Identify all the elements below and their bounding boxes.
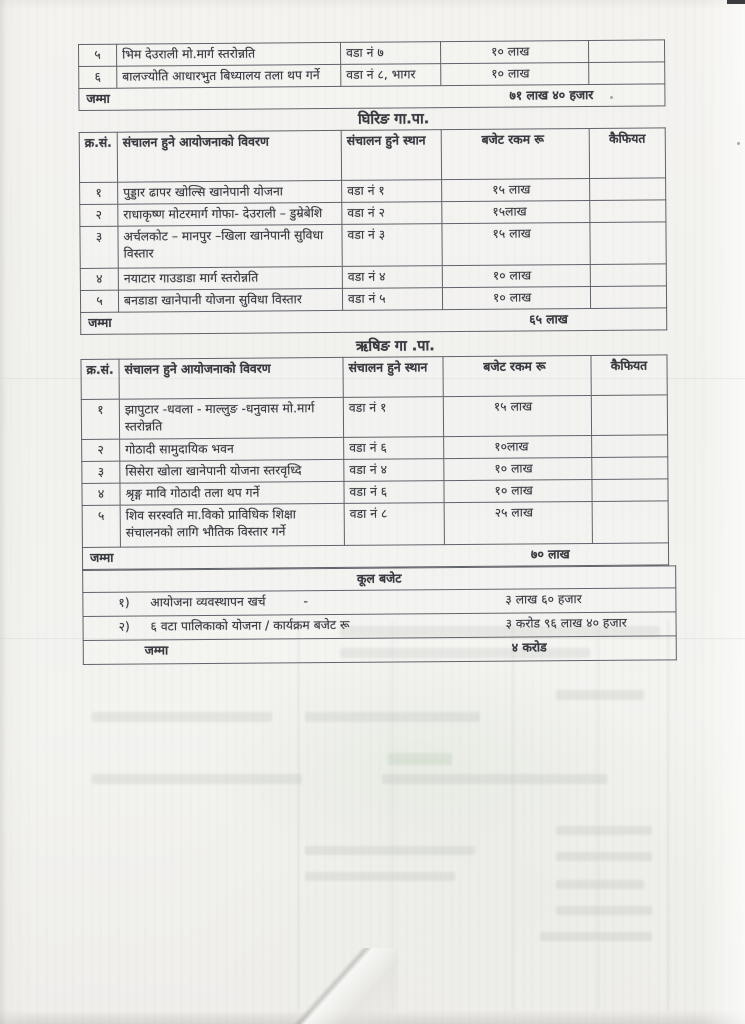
item-label: ६ वटा पालिकाको योजना / कार्यक्रम बजेट रू: [150, 617, 350, 634]
header-location: संचालन हुने स्थान: [343, 357, 443, 398]
item-label: आयोजना व्यवस्थापन खर्च: [150, 594, 266, 610]
serial-cell: ३: [82, 461, 120, 483]
serial-cell: ३: [80, 226, 118, 268]
total-row: [81, 308, 667, 335]
remarks-cell: [592, 501, 668, 544]
location-cell: वडा नं २: [342, 202, 442, 225]
budget-cell: १०लाख: [444, 435, 592, 458]
project-cell: पुड्डार ढापर खोल्सि खानेपानी योजना: [118, 180, 342, 204]
serial-cell: ६: [79, 66, 117, 88]
summary-title: कूल बजेट: [83, 566, 676, 593]
location-cell: वडा नं ३: [342, 224, 442, 267]
remarks-cell: [591, 395, 667, 436]
document-body: [78, 39, 669, 664]
location-cell: वडा नं ४: [344, 459, 444, 482]
remarks-cell: [588, 40, 664, 63]
project-cell: अर्चलकोट – मानपुर –खिला खानेपानी सुविधा विस्तार: [118, 224, 342, 268]
serial-cell: २: [82, 439, 120, 461]
budget-cell: १५ लाख: [443, 395, 591, 436]
serial-cell: ५: [79, 44, 117, 66]
location-cell: वडा नं ६: [344, 437, 444, 460]
total-value: ६५ लाख: [529, 312, 568, 327]
total-label: जम्मा: [89, 550, 114, 565]
item-dash: -: [303, 594, 308, 609]
project-cell: झापुटार -धवला - माल्लुङ -धनुवास मो.मार्ग स्तरोन्नति: [119, 397, 343, 439]
header-budget: बजेट रकम रू: [443, 355, 591, 396]
summary-total-value: ४ करोड: [511, 640, 547, 655]
table-row: [80, 222, 666, 269]
budget-table-continuation: [78, 39, 666, 111]
header-row: [79, 128, 665, 183]
remarks-cell: [590, 264, 666, 287]
project-cell: शिव सरस्वति मा.विको प्राविधिक शिक्षा संचालनको लागि भौतिक विस्तार गर्ने: [120, 503, 344, 547]
project-cell: सिसेरा खोला खानेपानी योजना स्तरवृध्दि: [120, 459, 344, 483]
budget-cell: १५ लाख: [442, 179, 590, 202]
header-project: संचालन हुने आयोजनाको विवरण: [117, 130, 341, 182]
serial-cell: २: [80, 204, 118, 226]
serial-cell: १: [80, 182, 118, 204]
scan-speck: [610, 96, 613, 99]
location-cell: वडा नं १: [343, 397, 443, 438]
location-cell: वडा नं ७: [340, 42, 440, 65]
table-row: [82, 501, 668, 548]
budget-cell: १० लाख: [440, 40, 588, 63]
serial-cell: ४: [80, 268, 118, 290]
location-cell: वडा नं ५: [342, 288, 442, 311]
section-heading-ghiring: घिरिङ गा.पा.: [357, 111, 430, 128]
item-number: २): [118, 619, 130, 634]
serial-cell: ५: [82, 505, 120, 547]
remarks-cell: [590, 222, 666, 265]
total-row: [82, 543, 668, 570]
item-value: ३ करोड ९६ लाख ४० हजार: [505, 615, 627, 631]
budget-cell: १० लाख: [442, 264, 590, 287]
budget-cell: १० लाख: [444, 457, 592, 480]
remarks-cell: [589, 62, 665, 85]
total-value: ७१ लाख ४० हजार: [509, 87, 594, 103]
project-cell: गोठादी सामुदायिक भवन: [120, 437, 344, 461]
project-cell: बालज्योति आधारभुत बिध्यालय तला थप गर्ने: [117, 64, 341, 88]
project-cell: राधाकृष्ण मोटरमार्ग गोफा- देउराली – डुम्रेबेशि: [118, 202, 342, 226]
remarks-cell: [592, 479, 668, 502]
scan-edge-mark: [727, 0, 745, 4]
remarks-cell: [590, 286, 666, 309]
total-label: जम्मा: [88, 315, 112, 330]
header-serial: क्र.सं.: [79, 132, 117, 182]
project-cell: बनडाडा खानेपानी योजना सुविधा विस्तार: [118, 288, 342, 312]
location-cell: वडा नं ८, भागर: [341, 64, 441, 87]
budget-cell: २५ लाख: [444, 501, 592, 544]
header-budget: बजेट रकम रू: [441, 129, 589, 180]
budget-cell: १० लाख: [442, 286, 590, 309]
serial-cell: ५: [80, 290, 118, 312]
item-value: ३ लाख ६० हजार: [505, 591, 582, 607]
total-budget-summary: [82, 565, 677, 665]
total-label: जम्मा: [86, 91, 110, 106]
item-number: १): [118, 595, 130, 610]
header-remarks: कैफियत: [589, 128, 665, 179]
header-location: संचालन हुने स्थान: [341, 130, 441, 181]
summary-total-row: [83, 636, 676, 665]
remarks-cell: [592, 435, 668, 458]
location-cell: वडा नं १: [342, 180, 442, 203]
project-cell: भिम देउराली मो.मार्ग स्तरोन्नति: [117, 42, 341, 66]
budget-table-rishing: [80, 354, 669, 569]
remarks-cell: [592, 457, 668, 480]
header-serial: क्र.सं.: [81, 359, 119, 399]
project-cell: नयाटार गाउडाडा मार्ग स्तरोन्नति: [118, 266, 342, 290]
header-row: [81, 355, 667, 400]
budget-cell: १५लाख: [442, 200, 590, 223]
serial-cell: १: [81, 399, 119, 439]
remarks-cell: [590, 200, 666, 223]
budget-cell: १५ लाख: [442, 222, 590, 265]
location-cell: वडा नं ४: [342, 266, 442, 289]
total-row: [79, 84, 665, 111]
budget-cell: १० लाख: [441, 62, 589, 85]
location-cell: वडा नं ६: [344, 481, 444, 504]
budget-cell: १० लाख: [444, 479, 592, 502]
budget-table-ghiring: [79, 127, 668, 334]
summary-total-label: जम्मा: [144, 643, 169, 658]
section-heading-rishing: ऋषिङ गा .पा.: [355, 338, 435, 355]
serial-cell: ४: [82, 483, 120, 505]
total-value: ७० लाख: [530, 547, 570, 562]
page-curl-shadow: [268, 948, 398, 1024]
header-remarks: कैफियत: [591, 355, 667, 396]
table-row: [81, 395, 667, 440]
location-cell: वडा नं ८: [344, 503, 444, 546]
scan-speck: [737, 142, 740, 145]
header-project: संचालन हुने आयोजनाको विवरण: [119, 357, 343, 399]
remarks-cell: [590, 178, 666, 201]
project-cell: श्रृङ्ग मावि गोठादी तला थप गर्ने: [120, 481, 344, 505]
